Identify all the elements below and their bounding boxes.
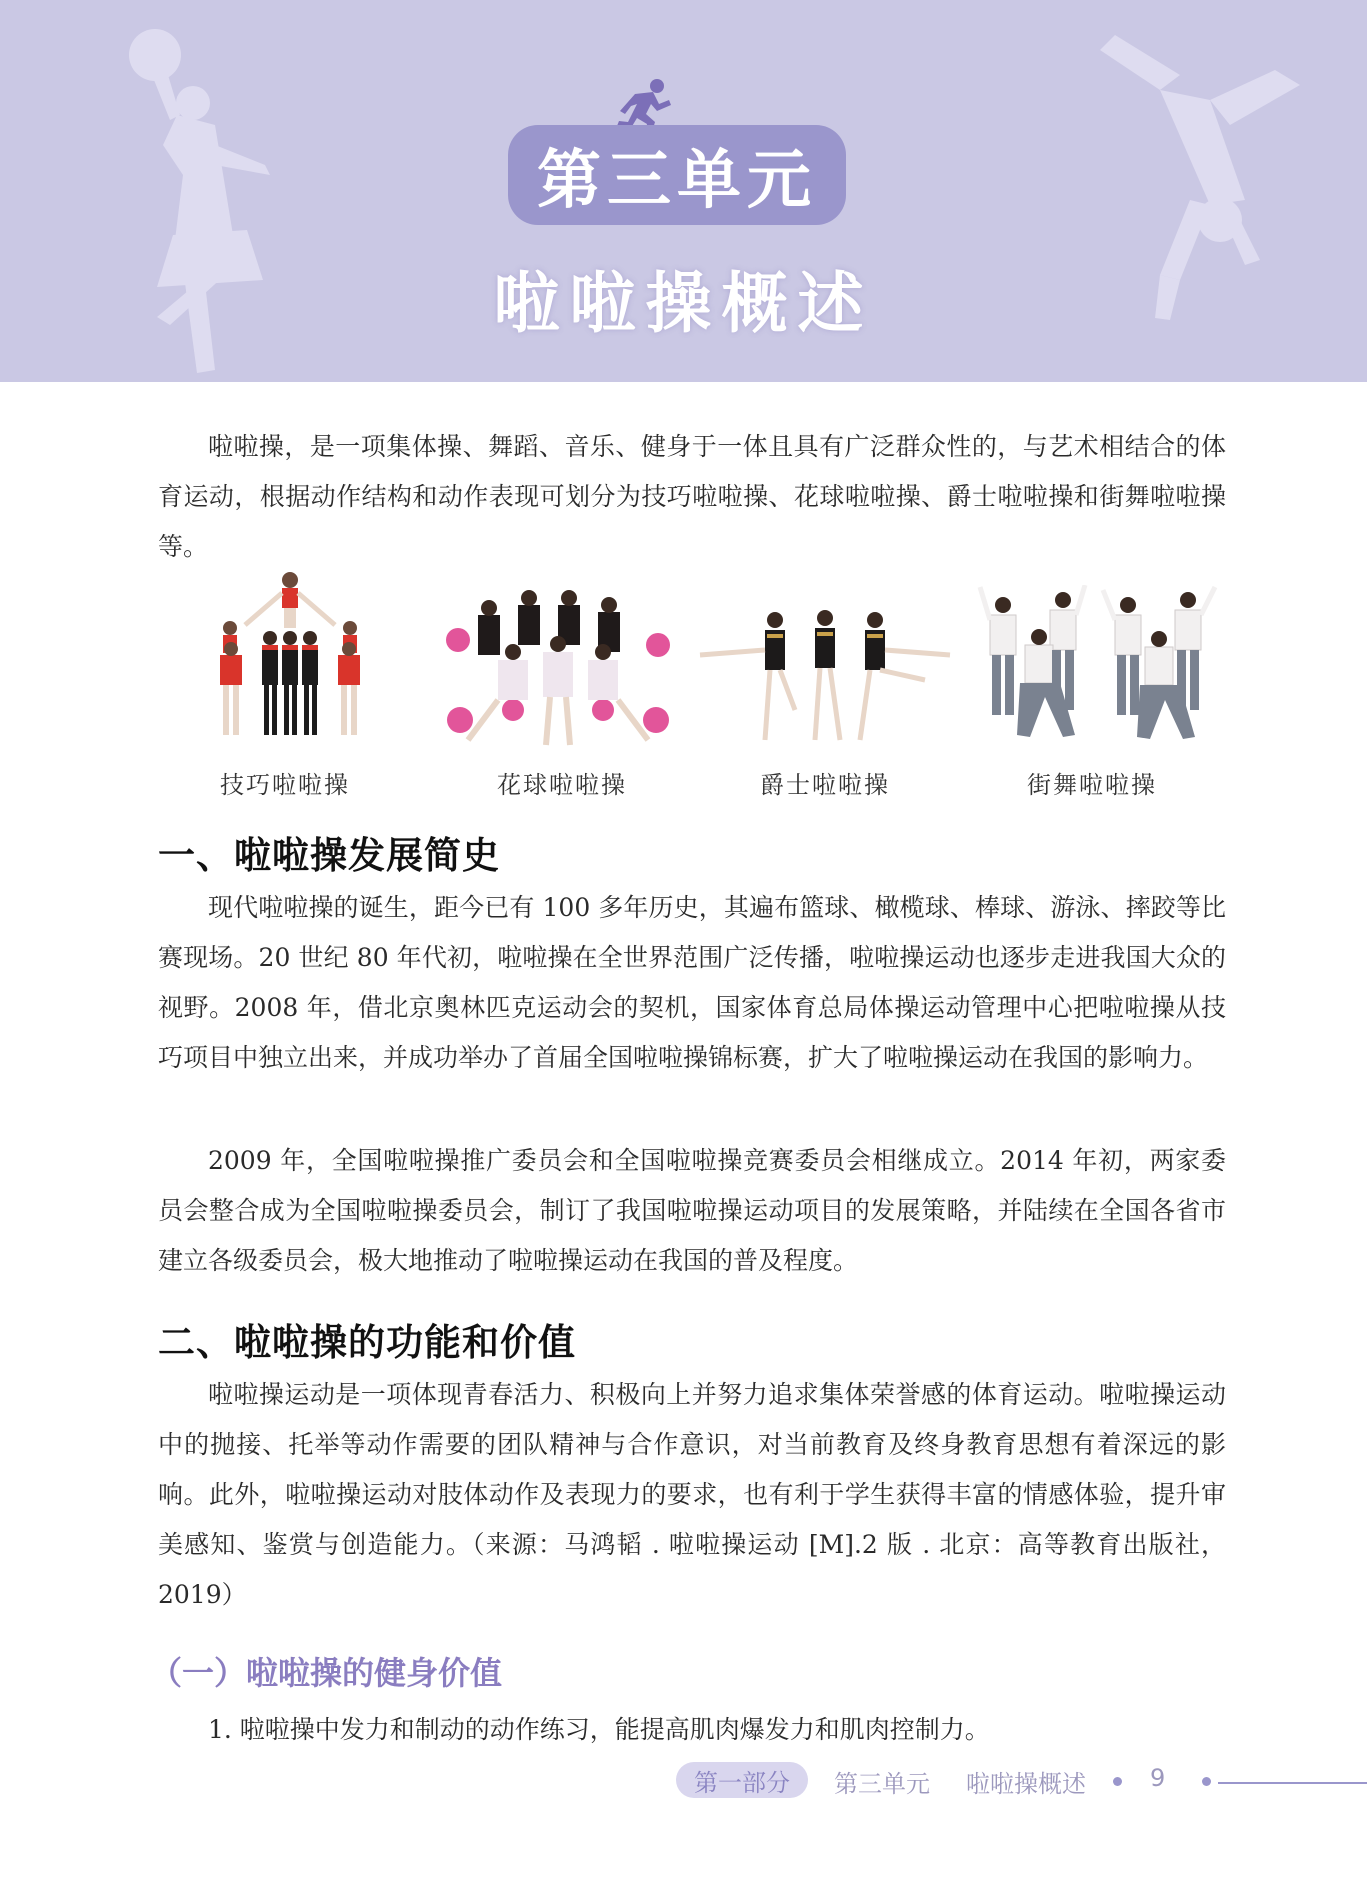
section2-paragraph-1: 啦啦操运动是一项体现青春活力、积极向上并努力追求集体荣誉感的体育运动。啦啦操运动中的抛接、托举等动作需要的团队精神与合作意识，对当前教育及终身教育思想有着深远的影响。此外，啦啦操运动对肢体动作及表现力的要求，也有利于学生获得丰富的情感体验，提升审美感知、鉴赏与创造能力。（来源：马鸿韬 . 啦啦操运动 [M].2 版 . 北京：高等教育出版社，2019） (158, 1380, 1226, 1609)
footer-rule (1218, 1782, 1367, 1784)
page-number: 9 (1150, 1764, 1166, 1792)
jazz-cheer-photo (695, 610, 955, 745)
hiphop-cheer-photo (975, 585, 1225, 750)
unit-label-badge (508, 125, 846, 225)
pompom-cheer-photo (438, 590, 678, 750)
footer-part-badge: 第一部分 (676, 1762, 808, 1798)
unit-banner (0, 0, 1367, 382)
unit-label: 第三单元 (537, 144, 817, 218)
section2-heading: 二、啦啦操的功能和价值 (158, 1320, 576, 1364)
section1-heading: 一、啦啦操发展简史 (158, 833, 500, 877)
footer-line-dot-icon (1202, 1777, 1211, 1786)
footer-title: 啦啦操概述 (966, 1770, 1086, 1798)
section2-list-item-1: 1. 啦啦操中发力和制动的动作练习，能提高肌肉爆发力和肌肉控制力。 (208, 1715, 990, 1744)
photo-caption-pompom: 花球啦啦操 (497, 771, 627, 799)
photo-caption-acrobatic: 技巧啦啦操 (220, 771, 350, 799)
intro-paragraph: 啦啦操，是一项集体操、舞蹈、音乐、健身于一体且具有广泛群众性的，与艺术相结合的体育运动，根据动作结构和动作表现可划分为技巧啦啦操、花球啦啦操、爵士啦啦操和街舞啦啦操等。 (158, 432, 1226, 561)
photo-caption-jazz: 爵士啦啦操 (760, 771, 890, 799)
page-footer (0, 1762, 1367, 1802)
section1-paragraph-1: 现代啦啦操的诞生，距今已有 100 多年历史，其遍布篮球、橄榄球、棒球、游泳、摔跤等比赛现场。20 世纪 80 年代初，啦啦操在全世界范围广泛传播，啦啦操运动也逐步走进我国大众的视野。2008 年，借北京奥林匹克运动会的契机，国家体育总局体操运动管理中心把啦啦操从技巧项目中独立出来，并成功举办了首届全国啦啦操锦标赛，扩大了啦啦操运动在我国的影响力。 (158, 893, 1226, 1072)
section1-paragraph-2: 2009 年，全国啦啦操推广委员会和全国啦啦操竞赛委员会相继成立。2014 年初，两家委员会整合成为全国啦啦操委员会，制订了我国啦啦操运动项目的发展策略，并陆续在全国各省市建立各级委员会，极大地推动了啦啦操运动在我国的普及程度。 (158, 1146, 1226, 1275)
unit-title: 啦啦操概述 (493, 265, 874, 342)
acrobatic-cheer-photo (190, 565, 390, 745)
footer-unit: 第三单元 (834, 1770, 930, 1798)
section2-subheading: （一）啦啦操的健身价值 (150, 1654, 503, 1692)
footer-dot-icon (1113, 1777, 1122, 1786)
photo-caption-hiphop: 街舞啦啦操 (1027, 771, 1157, 799)
